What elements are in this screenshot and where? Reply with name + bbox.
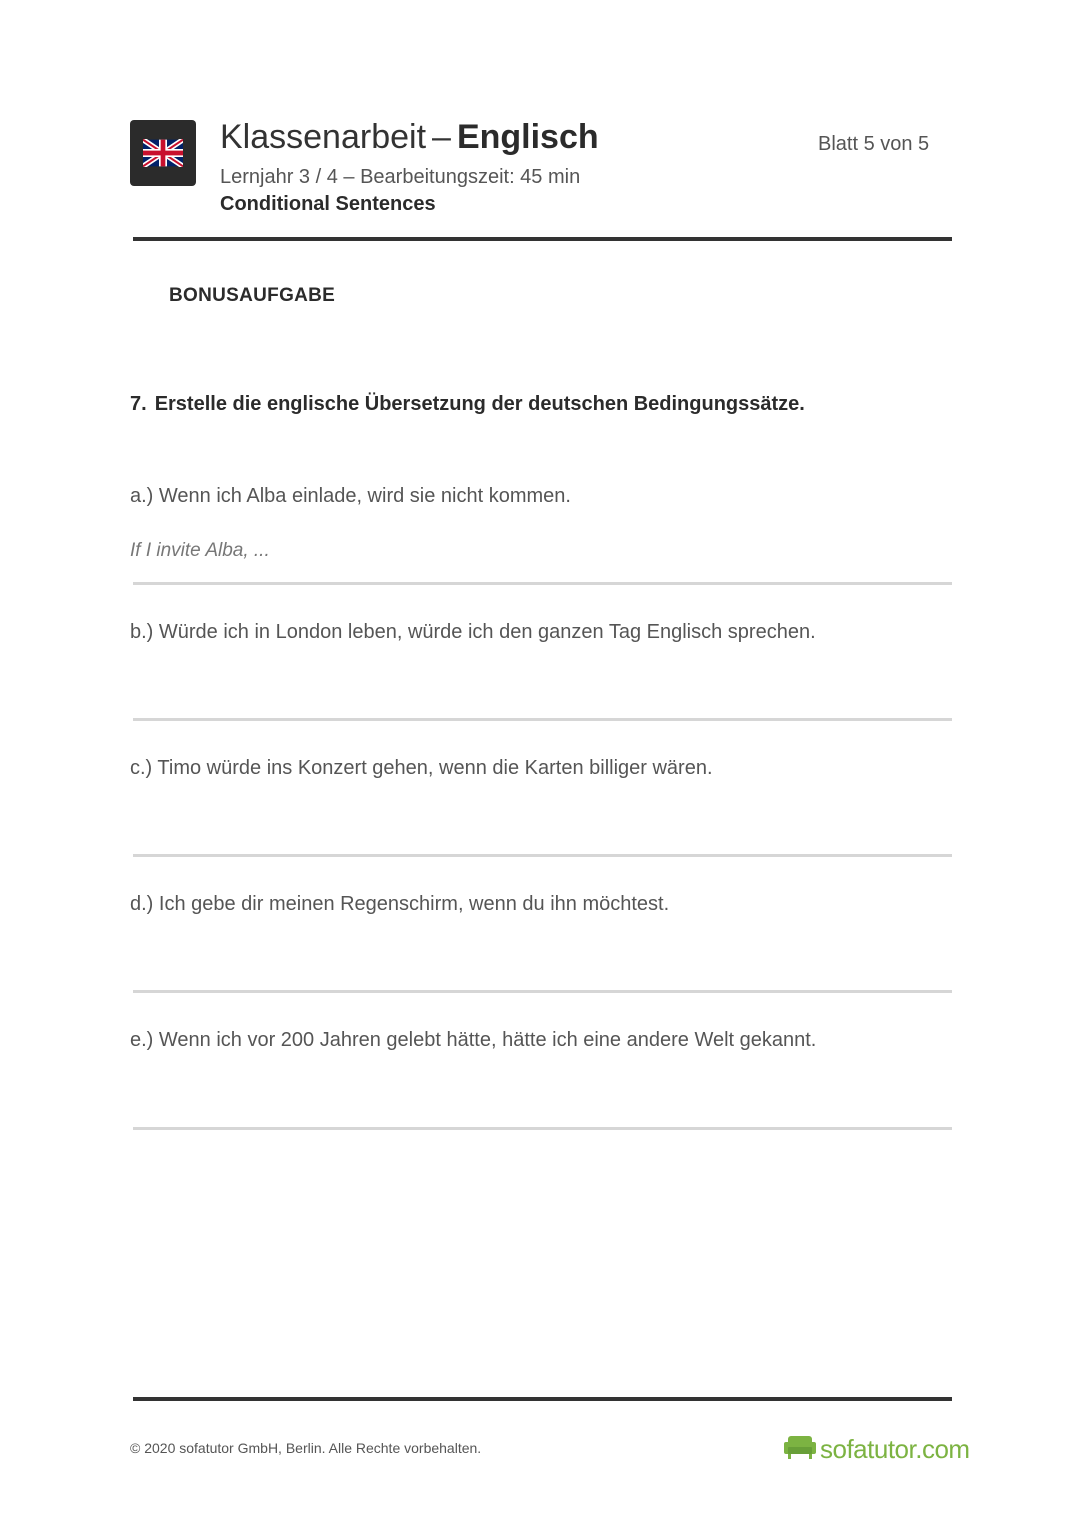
sheet-number: Blatt 5 von 5 bbox=[818, 133, 930, 155]
section-label: BONUSAUFGABE bbox=[169, 285, 336, 306]
sofatutor-logo[interactable] bbox=[784, 1433, 970, 1466]
logo-text: sofatutor.com bbox=[820, 1434, 970, 1464]
answer-line-e[interactable] bbox=[133, 1127, 952, 1130]
page-title bbox=[220, 118, 599, 157]
page-subtitle: Lernjahr 3 / 4 – Bearbeitungszeit: 45 min bbox=[220, 166, 581, 188]
exercise-hint-a: If I invite Alba, ... bbox=[130, 540, 270, 561]
exercise-item-b: b.) Würde ich in London leben, würde ich den ganzen Tag Englisch sprechen. bbox=[130, 621, 816, 643]
answer-line-b[interactable] bbox=[133, 718, 952, 721]
title-separator: – bbox=[432, 118, 451, 156]
answer-line-c[interactable] bbox=[133, 854, 952, 857]
answer-line-a[interactable] bbox=[133, 582, 952, 585]
page-topic: Conditional Sentences bbox=[220, 193, 436, 215]
exercise-item-c: c.) Timo würde ins Konzert gehen, wenn die Karten billiger wären. bbox=[130, 757, 713, 779]
header-divider bbox=[133, 237, 952, 241]
task-text: Erstelle die englische Übersetzung der deutschen Bedingungssätze. bbox=[154, 393, 805, 415]
answer-line-d[interactable] bbox=[133, 990, 952, 993]
footer-divider bbox=[133, 1397, 952, 1401]
title-subject: Englisch bbox=[456, 118, 599, 156]
task-number: 7. bbox=[130, 393, 147, 415]
exercise-item-e: e.) Wenn ich vor 200 Jahren gelebt hätte, hätte ich eine andere Welt gekannt. bbox=[130, 1029, 817, 1051]
task-instruction bbox=[130, 393, 805, 416]
exercise-item-a: a.) Wenn ich Alba einlade, wird sie nicht kommen. bbox=[130, 485, 571, 507]
copyright-text: © 2020 sofatutor GmbH, Berlin. Alle Rechte vorbehalten. bbox=[130, 1440, 482, 1456]
title-prefix: Klassenarbeit bbox=[220, 118, 427, 156]
exercise-item-d: d.) Ich gebe dir meinen Regenschirm, wenn du ihn möchtest. bbox=[130, 893, 670, 915]
sofa-icon bbox=[784, 1433, 816, 1466]
uk-flag-icon bbox=[130, 120, 196, 186]
